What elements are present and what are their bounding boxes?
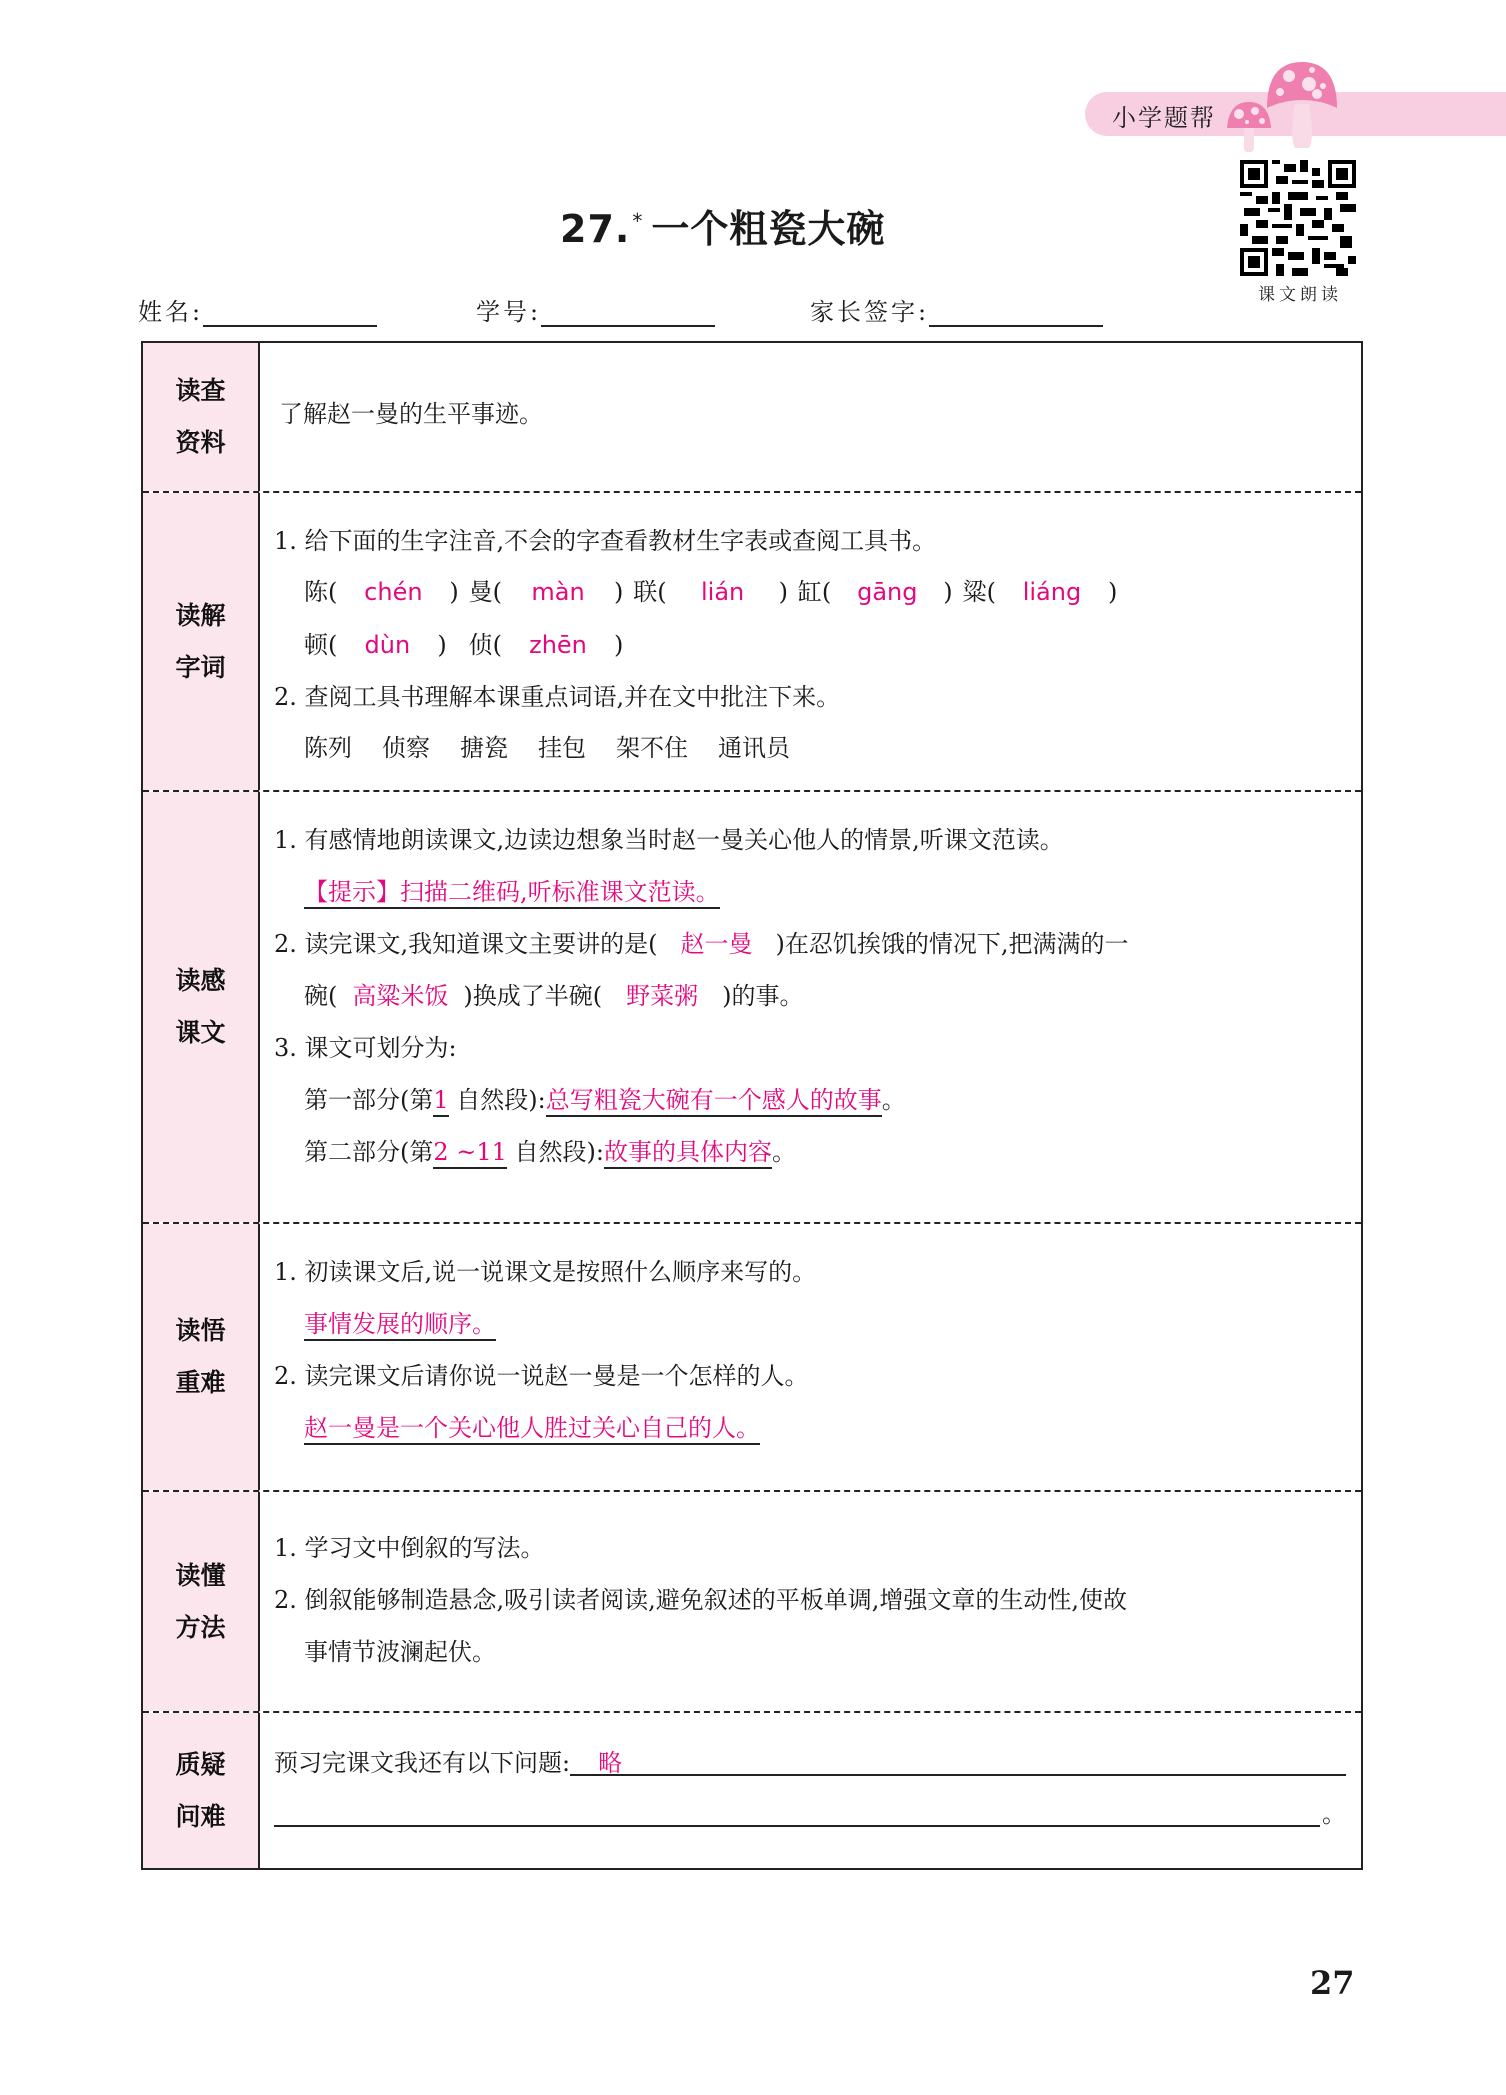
part-2-summary: 故事的具体内容 (604, 1138, 772, 1169)
optional-mark: * (632, 209, 644, 233)
pinyin-answer: lián (701, 578, 745, 606)
student-id-input[interactable] (541, 301, 715, 327)
question-1: 1. 初读课文后,说一说课文是按照什么顺序来写的。 (274, 1258, 817, 1286)
method-line-2: 2. 倒叙能够制造悬念,吸引读者阅读,避免叙述的平板单调,增强文章的生动性,使故 (274, 1586, 1128, 1614)
name-input[interactable] (203, 301, 377, 327)
row-key-points (143, 1224, 1361, 1492)
brand-label: 小学题帮 (1112, 104, 1216, 132)
part-1-summary: 总写粗瓷大碗有一个感人的故事 (546, 1086, 882, 1117)
part-2-paragraphs: 2 ~11 (433, 1138, 507, 1169)
row-research (143, 343, 1361, 493)
row-methods (143, 1492, 1361, 1713)
question-2-line-1: 2. 读完课文,我知道课文主要讲的是( 赵一曼 )在忍饥挨饿的情况下,把满满的一 (274, 930, 1129, 958)
name-field (138, 292, 377, 327)
row-label: 读查 资料 (143, 343, 260, 491)
vocab-words: 陈列 侦察 搪瓷 挂包 架不住 通讯员 (304, 734, 790, 762)
pinyin-answer: liáng (1022, 578, 1082, 606)
method-line-3: 事情节波澜起伏。 (304, 1638, 496, 1666)
pinyin-line-2: 顿( dùn ) 侦( zhēn ) (304, 631, 624, 659)
pinyin-line-1: 陈( chén ) 曼( màn ) 联( lián ) 缸( gāng ) 粱( liáng ) (304, 578, 1118, 606)
page-title (560, 198, 885, 253)
row-label: 读感 课文 (143, 792, 260, 1222)
row-content (274, 343, 1351, 491)
research-text: 了解赵一曼的生平事迹。 (279, 400, 543, 428)
row-label: 质疑 问难 (143, 1713, 260, 1868)
parent-signature-field (810, 292, 1103, 327)
qr-label: 课文朗读 (1258, 285, 1342, 305)
row-content (274, 493, 1351, 790)
part-1: 第一部分(第1 自然段):总写粗瓷大碗有一个感人的故事。 (304, 1085, 906, 1115)
question-extra-line: 。 (274, 1799, 1346, 1829)
row-vocabulary (143, 493, 1361, 792)
row-content (274, 1713, 1351, 1868)
question-1: 1. 给下面的生字注音,不会的字查看教材生字表或查阅工具书。 (274, 527, 937, 555)
lesson-title: 一个粗瓷大碗 (651, 207, 886, 251)
row-label: 读解 字词 (143, 493, 260, 790)
pinyin-answer: chén (364, 578, 423, 606)
student-id-field (476, 292, 715, 327)
question-prompt-line: 预习完课文我还有以下问题: 略 (274, 1748, 1346, 1778)
question-2-line-2: 碗( 高粱米饭 )换成了半碗( 野菜粥 )的事。 (304, 982, 804, 1010)
student-id-label: 学号: (476, 298, 542, 326)
worksheet-table (141, 341, 1363, 1870)
page-number: 27 (1310, 1964, 1355, 2002)
part-1-paragraph: 1 (433, 1086, 448, 1117)
pinyin-answer: zhēn (529, 631, 587, 659)
row-questions (143, 1713, 1361, 1868)
question-1: 1. 有感情地朗读课文,边读边想象当时赵一曼关心他人的情景,听课文范读。 (274, 826, 1064, 854)
row-label: 读悟 重难 (143, 1224, 260, 1490)
row-content (274, 1492, 1351, 1711)
question-extra-input[interactable] (274, 1799, 1320, 1827)
method-line-1: 1. 学习文中倒叙的写法。 (274, 1534, 545, 1562)
pinyin-answer: gāng (857, 578, 918, 606)
answer-full-bowl: 高粱米饭 (352, 982, 449, 1010)
part-2: 第二部分(第2 ~11 自然段):故事的具体内容。 (304, 1137, 796, 1167)
answer-main-character: 赵一曼 (680, 930, 753, 958)
answer-1: 事情发展的顺序。 (304, 1310, 496, 1341)
question-2: 2. 读完课文后请你说一说赵一曼是一个怎样的人。 (274, 1362, 809, 1390)
name-label: 姓名: (138, 298, 204, 326)
pinyin-answer: màn (531, 578, 585, 606)
question-answer-input[interactable]: 略 (570, 1748, 1346, 1776)
row-content (274, 792, 1351, 1222)
answer-half-bowl: 野菜粥 (626, 982, 699, 1010)
pinyin-answer: dùn (364, 631, 411, 659)
hint-link[interactable]: 【提示】扫描二维码,听标准课文范读。 (304, 878, 720, 909)
parent-signature-label: 家长签字: (810, 298, 930, 326)
large-mushroom-icon (1265, 58, 1339, 150)
question-3: 3. 课文可划分为: (274, 1034, 457, 1062)
question-2: 2. 查阅工具书理解本课重点词语,并在文中批注下来。 (274, 683, 841, 711)
parent-signature-input[interactable] (929, 301, 1103, 327)
lesson-number: 27. (560, 207, 631, 251)
row-reading (143, 792, 1361, 1224)
row-label: 读懂 方法 (143, 1492, 260, 1711)
answer-2: 赵一曼是一个关心他人胜过关心自己的人。 (304, 1414, 760, 1445)
row-content (274, 1224, 1351, 1490)
qr-code-icon[interactable] (1240, 160, 1356, 276)
